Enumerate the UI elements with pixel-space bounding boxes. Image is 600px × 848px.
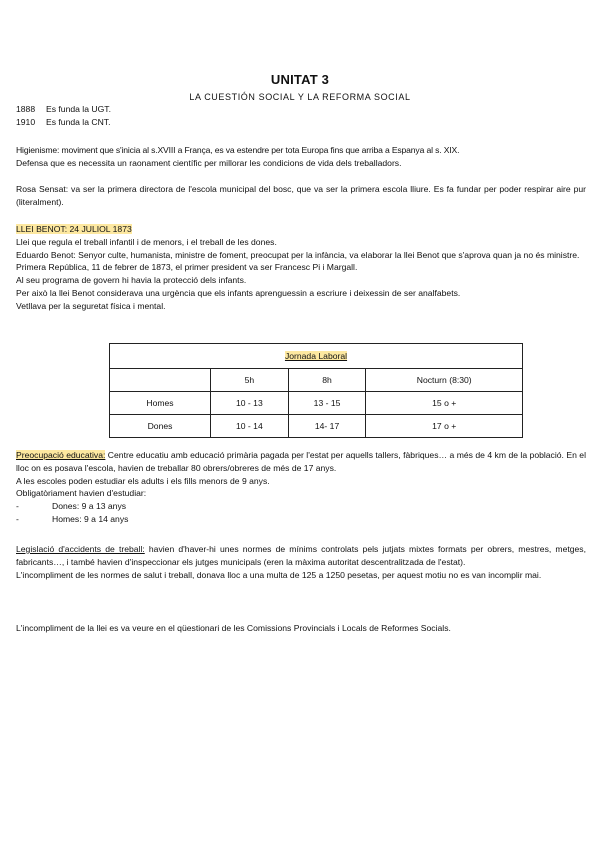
table-header-cell: 8h <box>288 369 366 392</box>
list-item-text: Dones: 9 a 13 anys <box>52 501 127 512</box>
preocupacio-line: Obligatòriament havien d'estudiar: <box>16 488 147 499</box>
table-cell: 10 - 13 <box>211 392 289 415</box>
llei-benot-line: Vetllava per la seguretat física i mental. <box>16 300 166 311</box>
legislacio-paragraph <box>16 543 586 569</box>
table-title-cell <box>110 344 523 369</box>
legislacio-heading: Legislació d'accidents de treball: <box>16 544 145 554</box>
jornada-laboral-table <box>109 343 523 438</box>
table-cell: 10 - 14 <box>211 415 289 438</box>
llei-benot-line: Llei que regula el treball infantil i de menors, i el treball de les dones. <box>16 236 277 247</box>
table-cell: 13 - 15 <box>288 392 366 415</box>
timeline-item <box>16 103 586 116</box>
timeline <box>16 103 586 129</box>
table-cell: 17 o + <box>366 415 523 438</box>
rosa-sensat-paragraph: Rosa Sensat: va ser la primera directora de l'escola municipal del bosc, que va ser la primera escola lliure. Es fa fundar per poder respirar aire pur (literalment). <box>16 184 586 207</box>
table-row <box>110 392 523 415</box>
table-row-label: Dones <box>110 415 211 438</box>
table-header-cell: 5h <box>211 369 289 392</box>
higienisme-line: Higienisme: moviment que s'inicia al s.XVIII a França, es va estendre per tota Europa fins que arriba a Espanya al s. XIX. <box>16 145 460 155</box>
list-item <box>16 513 586 526</box>
table-header-row <box>110 369 523 392</box>
higienisme-paragraph <box>16 144 586 170</box>
page-title: UNITAT 3 <box>270 72 330 87</box>
closing-paragraph: L'incompliment de la llei es va veure en el qüestionari de les Comissions Provincials i Locals de Reformes Socials. <box>16 623 451 633</box>
legislacio-line: L'incompliment de les normes de salut i treball, donava lloc a una multa de 125 a 1250 pesetas, per aquest motiu no es van incomplir mai. <box>16 569 542 580</box>
bullet-dash: - <box>16 501 19 512</box>
llei-benot-heading: LLEI BENOT: 24 JULIOL 1873 <box>16 224 132 234</box>
timeline-item <box>16 116 586 129</box>
table-cell: 15 o + <box>366 392 523 415</box>
legislacio-text: havien d'haver-hi unes normes de mínims controlats pels jutjats mixtes formats per obrers, mestres, metges, fabricants…, i també havien d'inspeccionar els jutges municipals (eren la màxima autoritat descentralitzada de l'estat). <box>16 544 586 567</box>
list-item-text: Homes: 9 a 14 anys <box>52 513 129 524</box>
llei-benot-line: Primera República, 11 de febrer de 1873, el primer president va ser Francesc Pi i Margall. <box>16 262 358 273</box>
preocupacio-section <box>16 449 586 526</box>
llei-benot-line: Al seu programa de govern hi havia la protecció dels infants. <box>16 275 247 286</box>
llei-benot-line: Eduardo Benot: Senyor culte, humanista, ministre de foment, preocupat per la infància, va elaborar la llei Benot que s'aprova quan ja no és ministre. <box>16 249 580 260</box>
table-row-label: Homes <box>110 392 211 415</box>
legislacio-section <box>16 543 586 581</box>
higienisme-line: Defensa que es necessita un raonament científic per millorar les condicions de vida dels treballadors. <box>16 157 402 168</box>
preocupacio-line: A les escoles poden estudiar els adults i els fills menors de 9 anys. <box>16 475 270 486</box>
preocupacio-text: Centre educatiu amb educació primària pagada per l'estat per aquells tallers, fàbriques… a més de 4 km de la població. En el lloc on es posava l'escola, havien de treballar 80 obrers/obreres de més de 17 anys. <box>16 450 586 473</box>
timeline-year: 1910 <box>16 116 36 127</box>
list-item <box>16 500 586 513</box>
table-title: Jornada Laboral <box>284 351 348 361</box>
timeline-text: Es funda la UGT. <box>46 104 111 114</box>
bullet-dash: - <box>16 513 19 524</box>
table-header-cell: Nocturn (8:30) <box>366 369 523 392</box>
timeline-year: 1888 <box>16 104 36 114</box>
table-row <box>110 415 523 438</box>
table-header-cell <box>110 369 211 392</box>
llei-benot-section <box>16 223 586 313</box>
timeline-text: Es funda la CNT. <box>46 116 111 127</box>
preocupacio-paragraph <box>16 449 586 475</box>
llei-benot-line: Per això la llei Benot considerava una urgència que els infants aprenguessin a escriure i deixessin de ser analfabets. <box>16 287 461 298</box>
page-subtitle: LA CUESTIÓN SOCIAL Y LA REFORMA SOCIAL <box>189 92 411 102</box>
preocupacio-heading: Preocupació educativa: <box>16 450 106 460</box>
table-cell: 14- 17 <box>288 415 366 438</box>
